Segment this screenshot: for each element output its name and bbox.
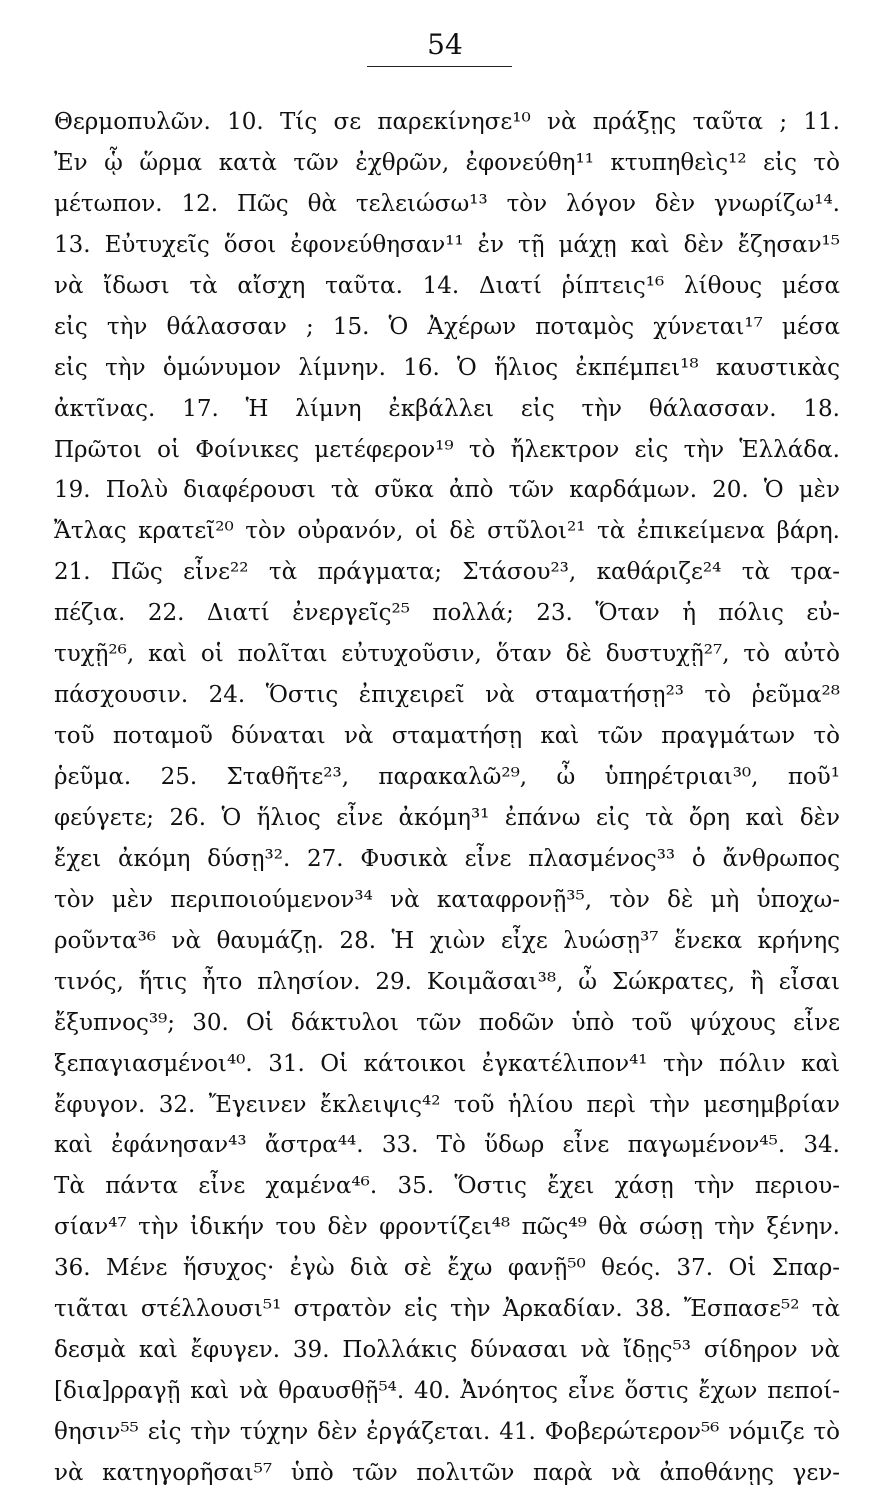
text-line: τιᾶται στέλλουσι⁵¹ στρατὸν εἰς τὴν Ἀρκαδίαν. 38. Ἔσπασε⁵² τὰ bbox=[54, 1296, 840, 1323]
text-line: καὶ ἐφάνησαν⁴³ ἄστρα⁴⁴. 33. Τὸ ὕδωρ εἶνε παγωμένον⁴⁵. 34. bbox=[54, 1132, 840, 1159]
text-line: ἔχει ἀκόμη δύσῃ³². 27. Φυσικὰ εἶνε πλασμένος³³ ὁ ἄνθρωπος bbox=[54, 845, 840, 872]
text-line: φεύγετε; 26. Ὁ ἥλιος εἶνε ἀκόμη³¹ ἐπάνω εἰς τὰ ὄρη καὶ δὲν bbox=[54, 804, 840, 831]
text-line: πάσχουσιν. 24. Ὅστις ἐπιχειρεῖ νὰ σταματήσῃ²³ τὸ ῥεῦμα²⁸ bbox=[54, 682, 840, 709]
text-line: ῥεῦμα. 25. Σταθῆτε²³, παρακαλῶ²⁹, ὦ ὑπηρέτριαι³⁰, ποῦ¹ bbox=[54, 764, 840, 790]
text-line: εἰς τὴν θάλασσαν ; 15. Ὁ Ἀχέρων ποταμὸς χύνεται¹⁷ μέσα bbox=[54, 313, 840, 340]
text-line: 36. Μένε ἥσυχος· ἐγὼ διὰ σὲ ἔχω φανῇ⁵⁰ θεός. 37. Οἱ Σπαρ- bbox=[54, 1255, 840, 1282]
text-line: Ἄτλας κρατεῖ²⁰ τὸν οὐρανόν, οἱ δὲ στῦλοι²¹ τὰ ἐπικείμενα βάρη. bbox=[54, 518, 840, 545]
text-line: δεσμὰ καὶ ἔφυγεν. 39. Πολλάκις δύνασαι νὰ ἴδῃς⁵³ σίδηρον νὰ bbox=[54, 1337, 840, 1364]
text-line: Θερμοπυλῶν. 10. Τίς σε παρεκίνησε¹⁰ νὰ πράξῃς ταῦτα ; 11. bbox=[54, 109, 840, 135]
text-line: Τὰ πάντα εἶνε χαμένα⁴⁶. 35. Ὅστις ἔχει χάσῃ τὴν περιου- bbox=[54, 1173, 840, 1200]
text-line: [δια]ρραγῇ καὶ νὰ θραυσθῇ⁵⁴. 40. Ἀνόητος εἶνε ὅστις ἔχων πεποί- bbox=[54, 1378, 840, 1405]
text-line: ἔξυπνος³⁹; 30. Οἱ δάκτυλοι τῶν ποδῶν ὑπὸ τοῦ ψύχους εἶνε bbox=[54, 1009, 840, 1036]
text-line: τοῦ ποταμοῦ δύναται νὰ σταματήσῃ καὶ τῶν πραγμάτων τὸ bbox=[54, 723, 840, 750]
text-line: πέζια. 22. Διατί ἐνεργεῖς²⁵ πολλά; 23. Ὅταν ἡ πόλις εὐ- bbox=[54, 600, 840, 627]
text-line: μέτωπον. 12. Πῶς θὰ τελειώσω¹³ τὸν λόγον δὲν γνωρίζω¹⁴. bbox=[54, 190, 840, 217]
header-rule bbox=[367, 66, 512, 67]
text-line: τυχῇ²⁶, καὶ οἱ πολῖται εὐτυχοῦσιν, ὅταν δὲ δυστυχῇ²⁷, τὸ αὐτὸ bbox=[54, 641, 840, 668]
text-line: ροῦντα³⁶ νὰ θαυμάζῃ. 28. Ἡ χιὼν εἶχε λυώσῃ³⁷ ἕνεκα κρήνης bbox=[54, 927, 840, 954]
text-line: σίαν⁴⁷ τὴν ἰδικήν του δὲν φροντίζει⁴⁸ πῶς⁴⁹ θὰ σώσῃ τὴν ξένην. bbox=[54, 1214, 840, 1241]
page-number: 54 bbox=[427, 28, 463, 61]
text-line: Πρῶτοι οἱ Φοίνικες μετέφερον¹⁹ τὸ ἤλεκτρον εἰς τὴν Ἑλλάδα. bbox=[54, 436, 840, 463]
text-line: τινός, ἥτις ἦτο πλησίον. 29. Κοιμᾶσαι³⁸, ὦ Σώκρατες, ἢ εἶσαι bbox=[54, 968, 840, 995]
text-line: 19. Πολὺ διαφέρουσι τὰ σῦκα ἀπὸ τῶν καρδάμων. 20. Ὁ μὲν bbox=[54, 477, 840, 504]
text-line: νὰ κατηγορῆσαι⁵⁷ ὑπὸ τῶν πολιτῶν παρὰ νὰ ἀποθάνῃς γεν- bbox=[54, 1459, 840, 1486]
text-line: Ἐν ᾧ ὥρμα κατὰ τῶν ἐχθρῶν, ἐφονεύθη¹¹ κτυπηθεὶς¹² εἰς τὸ bbox=[54, 149, 840, 176]
text-line: εἰς τὴν ὁμώνυμον λίμνην. 16. Ὁ ἥλιος ἐκπέμπει¹⁸ καυστικὰς bbox=[54, 354, 840, 381]
text-line: θησιν⁵⁵ εἰς τὴν τύχην δὲν ἐργάζεται. 41. Φοβερώτερον⁵⁶ νόμιζε τὸ bbox=[54, 1419, 840, 1445]
text-line: νὰ ἴδωσι τὰ αἴσχη ταῦτα. 14. Διατί ῥίπτεις¹⁶ λίθους μέσα bbox=[54, 272, 840, 299]
text-line: 21. Πῶς εἶνε²² τὰ πράγματα; Στάσου²³, καθάριζε²⁴ τὰ τρα- bbox=[54, 559, 840, 586]
text-line: ἀκτῖνας. 17. Ἡ λίμνη ἐκβάλλει εἰς τὴν θάλασσαν. 18. bbox=[54, 395, 840, 422]
body-text bbox=[54, 102, 840, 1494]
text-line: ξεπαγιασμένοι⁴⁰. 31. Οἱ κάτοικοι ἐγκατέλιπον⁴¹ τὴν πόλιν καὶ bbox=[54, 1050, 840, 1077]
text-line: τὸν μὲν περιποιούμενον³⁴ νὰ καταφρονῇ³⁵, τὸν δὲ μὴ ὑποχω- bbox=[54, 886, 840, 913]
text-line: ἔφυγον. 32. Ἔγεινεν ἔκλειψις⁴² τοῦ ἡλίου περὶ τὴν μεσημβρίαν bbox=[54, 1091, 840, 1118]
text-line: 13. Εὐτυχεῖς ὅσοι ἐφονεύθησαν¹¹ ἐν τῇ μάχῃ καὶ δὲν ἔζησαν¹⁵ bbox=[54, 231, 840, 258]
